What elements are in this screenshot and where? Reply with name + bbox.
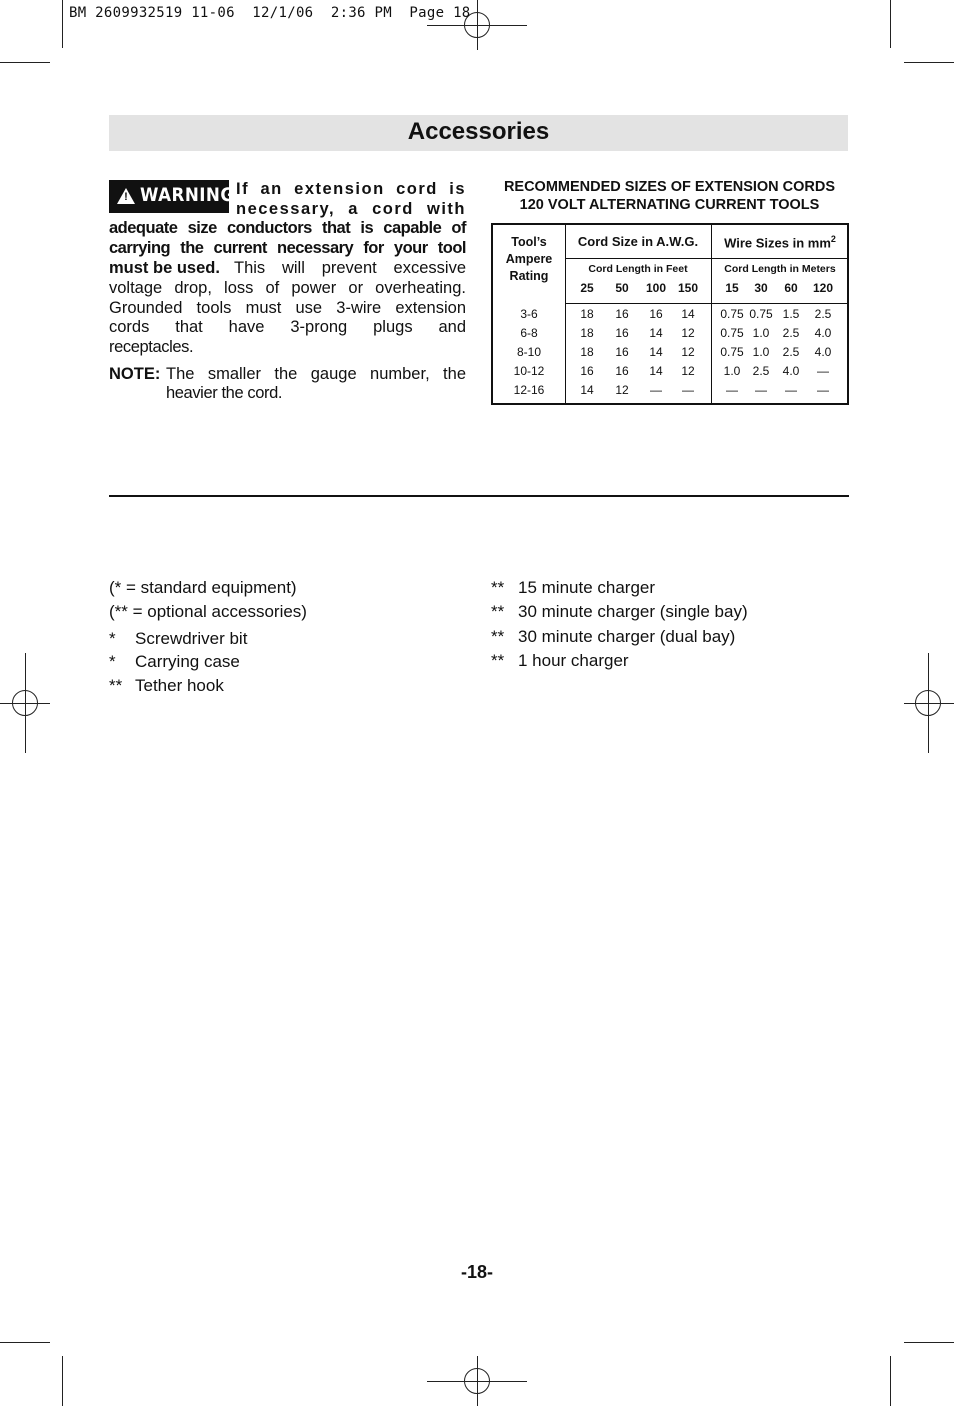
crop-mark-bottom-right-h (904, 1342, 954, 1343)
table-divider (565, 225, 566, 403)
list-item-mark: ** (109, 676, 123, 695)
warning-line: cords that have 3-prong plugs and (109, 318, 466, 336)
meter-length: 30 (754, 281, 768, 295)
awg-cell: 14 (649, 364, 663, 378)
mm-cell: — (785, 383, 797, 397)
mm-cell: 4.0 (814, 345, 832, 359)
awg-cell: 16 (615, 364, 629, 378)
page-title: Accessories (407, 118, 550, 145)
mm-superscript: 2 (830, 234, 836, 244)
rating-cell: 12-16 (513, 383, 545, 397)
extension-cord-table (491, 223, 849, 405)
mm-cell: 1.0 (723, 364, 741, 378)
warning-line: This will prevent excessive (234, 259, 466, 277)
mm-cell: — (817, 364, 829, 378)
awg-cell: 14 (681, 307, 695, 321)
crop-mark-top-right-v (890, 0, 891, 48)
feet-length: 25 (580, 281, 594, 295)
rating-cell: 10-12 (513, 364, 545, 378)
feet-length: 100 (645, 281, 667, 295)
crop-mark-top-right-h (904, 62, 954, 63)
mm-subheader: Cord Length in Meters (724, 263, 836, 275)
note-text: The smaller the gauge number, the (166, 365, 466, 383)
table-divider (565, 303, 847, 304)
exclamation-icon: ! (124, 191, 128, 203)
awg-cell: 16 (580, 364, 594, 378)
mm-cell: 0.75 (720, 307, 744, 321)
awg-cell: 18 (580, 307, 594, 321)
warning-line: necessary, a cord with (236, 200, 466, 218)
warning-label: WARNING (140, 184, 235, 206)
feet-length: 50 (615, 281, 629, 295)
awg-cell: 18 (580, 345, 594, 359)
mm-cell: 1.0 (752, 345, 770, 359)
awg-cell: 16 (615, 307, 629, 321)
awg-cell: 12 (681, 345, 695, 359)
meter-length: 60 (784, 281, 798, 295)
awg-cell: 16 (615, 326, 629, 340)
mm-cell: 1.5 (782, 307, 800, 321)
warning-line: Grounded tools must use 3-wire extension (109, 299, 466, 317)
list-item-mark: * (109, 629, 116, 648)
mm-cell: 2.5 (752, 364, 770, 378)
list-item-mark: ** (491, 578, 505, 597)
awg-cell: 12 (681, 364, 695, 378)
awg-cell: 12 (615, 383, 629, 397)
registration-mark-top-v (477, 0, 478, 50)
awg-cell: 14 (649, 345, 663, 359)
awg-cell: 14 (649, 326, 663, 340)
mm-cell: 2.5 (814, 307, 832, 321)
warning-line: adequate size conductors that is capable of (109, 219, 466, 237)
list-item: Screwdriver bit (135, 629, 248, 648)
table-divider (711, 225, 712, 403)
awg-cell: 18 (580, 326, 594, 340)
list-item-mark: ** (491, 627, 505, 646)
section-divider (109, 495, 849, 497)
note-label: NOTE: (109, 365, 161, 383)
list-item-mark: ** (491, 651, 505, 670)
awg-cell: 12 (681, 326, 695, 340)
table-col-header: Rating (509, 269, 549, 283)
warning-line: voltage drop, loss of power or overheating. (109, 279, 466, 297)
feet-length: 150 (677, 281, 699, 295)
mm-cell: — (817, 383, 829, 397)
crop-mark-bottom-left-h (0, 1342, 50, 1343)
registration-mark-right-v (928, 653, 929, 753)
meter-length: 120 (812, 281, 834, 295)
crop-mark-top-left-h (0, 62, 50, 63)
note-text: heavier the cord. (166, 384, 283, 402)
mm-cell: 0.75 (749, 307, 773, 321)
registration-mark-right-h (904, 703, 954, 704)
mm-cell: 4.0 (814, 326, 832, 340)
crop-mark-bottom-right-v (890, 1356, 891, 1406)
page-number: -18- (460, 1262, 493, 1282)
list-item: Carrying case (135, 652, 240, 671)
mm-cell: 0.75 (720, 345, 744, 359)
awg-subheader: Cord Length in Feet (588, 263, 688, 275)
registration-mark-left-v (25, 653, 26, 753)
registration-mark-bottom-v (477, 1356, 478, 1406)
warning-line: must be used. (109, 259, 220, 277)
crop-mark-top-left-v (62, 0, 63, 48)
mm-header (711, 234, 849, 250)
list-item: 1 hour charger (518, 651, 629, 670)
awg-header: Cord Size in A.W.G. (577, 234, 699, 249)
list-item: Tether hook (135, 676, 224, 695)
mm-cell: — (726, 383, 738, 397)
awg-cell: 16 (615, 345, 629, 359)
meter-length: 15 (725, 281, 739, 295)
rating-cell: 3-6 (520, 307, 538, 321)
rating-cell: 8-10 (516, 345, 542, 359)
awg-cell: 16 (649, 307, 663, 321)
crop-mark-bottom-left-v (62, 1356, 63, 1406)
table-title: RECOMMENDED SIZES OF EXTENSION CORDS (503, 179, 836, 195)
list-item: 15 minute charger (518, 578, 656, 597)
rating-cell: 6-8 (520, 326, 538, 340)
warning-line: carrying the current necessary for your tool (109, 239, 466, 257)
mm-cell: 0.75 (720, 326, 744, 340)
mm-cell: 4.0 (782, 364, 800, 378)
mm-cell: 2.5 (782, 326, 800, 340)
list-item: 30 minute charger (single bay) (518, 602, 748, 621)
table-subtitle: 120 VOLT ALTERNATING CURRENT TOOLS (519, 197, 820, 213)
table-col-header: Ampere (505, 252, 553, 266)
list-item-mark: * (109, 652, 116, 671)
warning-badge (109, 180, 235, 213)
warning-line: If an extension cord is (236, 180, 466, 198)
title-bar (109, 115, 848, 151)
mm-cell: — (755, 383, 767, 397)
print-header: BM 2609932519 11-06 12/1/06 2:36 PM Page 18 (69, 5, 471, 21)
awg-cell: — (682, 383, 694, 397)
awg-cell: 14 (580, 383, 594, 397)
mm-cell: 1.0 (752, 326, 770, 340)
table-col-header: Tool’s (511, 235, 547, 249)
legend-standard: (* = standard equipment) (109, 578, 297, 597)
warning-line: receptacles. (109, 338, 194, 356)
awg-cell: — (650, 383, 662, 397)
table-divider (565, 258, 847, 259)
legend-optional: (** = optional accessories) (109, 602, 307, 621)
list-item-mark: ** (491, 602, 505, 621)
mm-header-text: Wire Sizes in mm (724, 235, 831, 251)
mm-cell: 2.5 (782, 345, 800, 359)
list-item: 30 minute charger (dual bay) (518, 627, 736, 646)
